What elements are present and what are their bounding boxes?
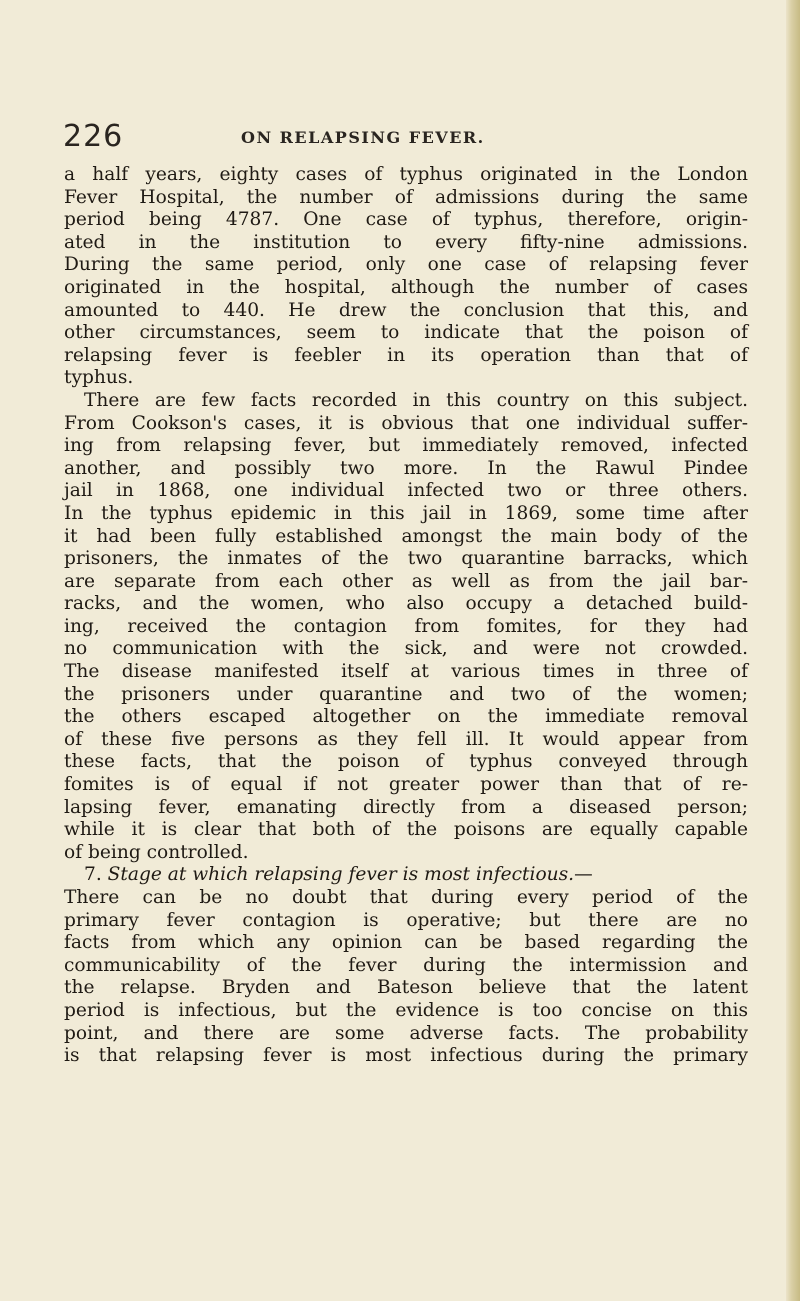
- text-line: point, and there are some adverse facts. The probability: [64, 1022, 748, 1044]
- text-line: the relapse. Bryden and Bateson believe that the latent: [64, 977, 748, 999]
- text-line: another, and possibly two more. In the Rawul Pindee: [64, 457, 748, 479]
- text-line: is that relapsing fever is most infectious during the primary: [64, 1045, 748, 1067]
- text-line: the prisoners under quarantine and two of the women;: [64, 683, 748, 705]
- text-line: amounted to 440. He drew the conclusion that this, and: [64, 299, 748, 321]
- text-line: it had been fully established amongst the main body of the: [64, 525, 748, 547]
- text-line: There are few facts recorded in this country on this subject.: [84, 389, 748, 411]
- text-line: In the typhus epidemic in this jail in 1869, some time after: [64, 502, 748, 524]
- page-edge-shadow: [786, 0, 800, 1301]
- text-line: jail in 1868, one individual infected two or three others.: [64, 480, 748, 502]
- text-line: Fever Hospital, the number of admissions during the same: [64, 186, 748, 208]
- page-number: 226: [63, 119, 124, 154]
- text-line: prisoners, the inmates of the two quarantine barracks, which: [64, 548, 748, 570]
- text-line: During the same period, only one case of relapsing fever: [64, 254, 748, 276]
- section-dash: —: [574, 864, 593, 886]
- text-line: a half years, eighty cases of typhus originated in the London: [64, 164, 748, 185]
- text-line: originated in the hospital, although the number of cases: [64, 276, 748, 298]
- section-title: Stage at which relapsing fever is most infectious.: [107, 864, 575, 886]
- text-line: relapsing fever is feebler in its operation than that of: [64, 344, 748, 366]
- text-line: racks, and the women, who also occupy a detached build-: [64, 593, 748, 615]
- text-line: these facts, that the poison of typhus conveyed through: [64, 751, 748, 773]
- text-line: while it is clear that both of the poisons are equally capable: [64, 819, 748, 841]
- text-line: other circumstances, seem to indicate that the poison of: [64, 322, 748, 344]
- text-line: From Cookson's cases, it is obvious that one individual suffer-: [64, 412, 748, 434]
- text-line: There can be no doubt that during every period of the: [64, 887, 748, 908]
- text-line: fomites is of equal if not greater power than that of re-: [64, 774, 748, 796]
- text-line: ing from relapsing fever, but immediately removed, infected: [64, 435, 748, 457]
- text-line: no communication with the sick, and were not crowded.: [64, 638, 748, 660]
- text-line: period being 4787. One case of typhus, therefore, origin-: [64, 209, 748, 231]
- text-line: are separate from each other as well as from the jail bar-: [64, 570, 748, 592]
- text-line: of being controlled.: [64, 841, 249, 863]
- text-line: period is infectious, but the evidence is too concise on this: [64, 999, 748, 1021]
- text-line: lapsing fever, emanating directly from a diseased person;: [64, 796, 748, 818]
- text-line: ated in the institution to every fifty-nine admissions.: [64, 231, 748, 253]
- text-line: typhus.: [64, 367, 134, 389]
- text-line: The disease manifested itself at various times in three of: [64, 661, 748, 683]
- section-heading-line: [64, 864, 748, 887]
- text-line: facts from which any opinion can be based regarding the: [64, 932, 748, 954]
- running-head: ON RELAPSING FEVER.: [241, 128, 485, 147]
- section-number: 7.: [84, 864, 102, 886]
- text-line: of these five persons as they fell ill. It would appear from: [64, 728, 748, 750]
- text-line: the others escaped altogether on the immediate removal: [64, 706, 748, 728]
- text-line: primary fever contagion is operative; but there are no: [64, 909, 748, 931]
- text-line: ing, received the contagion from fomites, for they had: [64, 615, 748, 637]
- body-text: [64, 164, 748, 1068]
- text-line: communicability of the fever during the intermission and: [64, 954, 748, 976]
